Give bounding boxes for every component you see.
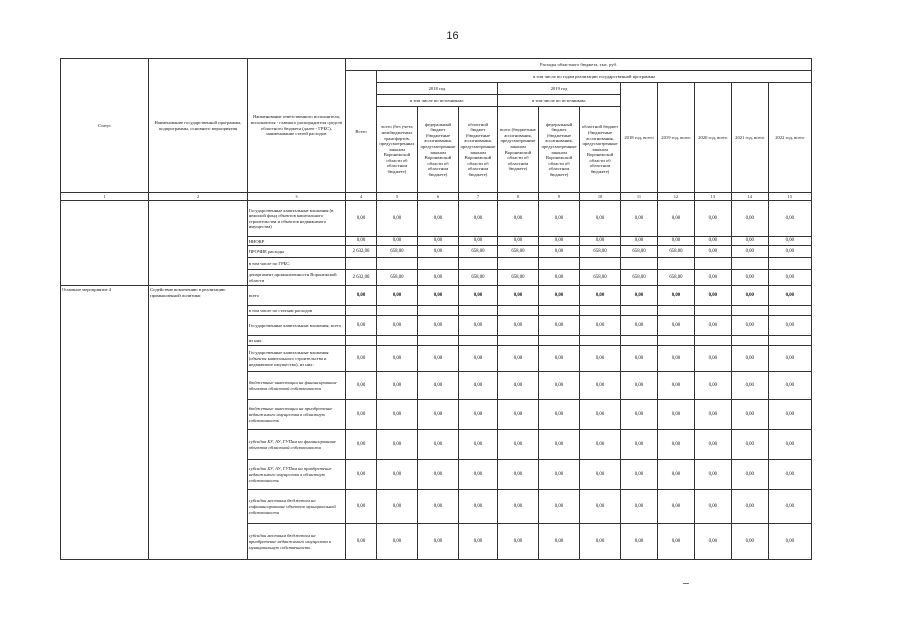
value-cell: 0,00	[376, 524, 417, 560]
value-cell: 658,00	[580, 270, 621, 286]
header-2018-regional: областной бюджет (бюджетные ассигнования, предусмотренные законом Воронежской области об областном бюджете)	[458, 107, 497, 193]
value-cell: 0,00	[768, 524, 811, 560]
column-number: 7	[458, 193, 497, 201]
value-cell: 0,00	[458, 524, 497, 560]
budget-table	[60, 58, 812, 560]
row-label: в том числе по ГРБС:	[247, 258, 345, 270]
value-cell: 0,00	[731, 346, 768, 372]
row-label: из них:	[247, 336, 345, 346]
value-cell	[731, 306, 768, 316]
row-label: департамент промышленности Воронежской области	[247, 270, 345, 286]
value-cell: 0,00	[497, 286, 538, 306]
value-cell: 0,00	[621, 430, 658, 460]
row-label: Государственные капитальные вложения (объекты капитального строительства и недвижимое имущество), из них:	[247, 346, 345, 372]
value-cell: 0,00	[538, 490, 579, 524]
value-cell: 0,00	[538, 286, 579, 306]
column-number: 12	[657, 193, 694, 201]
value-cell: 0,00	[346, 201, 377, 237]
value-cell: 0,00	[694, 316, 731, 336]
value-cell: 0,00	[497, 400, 538, 430]
value-cell: 658,00	[376, 270, 417, 286]
value-cell	[376, 306, 417, 316]
header-2021-total: 2021 год, всего	[731, 83, 768, 193]
value-cell	[580, 336, 621, 346]
value-cell: 0,00	[580, 286, 621, 306]
value-cell: 0,00	[768, 246, 811, 258]
header-2019-federal: федеральный бюджет (бюджетные ассигнования, предусмотренные законом Воронежской области об областном бюджете)	[538, 107, 579, 193]
value-cell: 0,00	[731, 524, 768, 560]
value-cell: 0,00	[657, 430, 694, 460]
header-2018-all: всего (без учета межбюджетных трансфертов, предусмотренных законом Воронежской области об областном бюджете)	[376, 107, 417, 193]
value-cell: 0,00	[538, 246, 579, 258]
header-2018-sources: в том числе по источникам:	[376, 95, 497, 107]
value-cell: 0,00	[580, 524, 621, 560]
value-cell	[694, 258, 731, 270]
column-number: 2	[149, 193, 247, 201]
value-cell	[657, 306, 694, 316]
value-cell: 0,00	[768, 316, 811, 336]
value-cell: 0,00	[580, 346, 621, 372]
value-cell: 0,00	[657, 237, 694, 246]
value-cell: 0,00	[580, 490, 621, 524]
value-cell: 0,00	[657, 400, 694, 430]
value-cell: 658,00	[580, 246, 621, 258]
value-cell: 658,00	[497, 270, 538, 286]
header-executor: Наименование ответственного исполнителя, исполнителя - главного распорядителя средств областного бюджета (далее - ГРБС), наименование статей расходов	[247, 59, 345, 193]
program-cell-empty	[149, 201, 247, 286]
value-cell: 0,00	[580, 372, 621, 400]
header-2019: 2019 год	[497, 83, 620, 95]
value-cell: 0,00	[580, 460, 621, 490]
value-cell: 0,00	[694, 346, 731, 372]
value-cell: 0,00	[417, 524, 458, 560]
value-cell: 0,00	[417, 237, 458, 246]
value-cell: 0,00	[694, 286, 731, 306]
value-cell: 0,00	[694, 270, 731, 286]
value-cell: 0,00	[768, 237, 811, 246]
value-cell: 0,00	[417, 400, 458, 430]
value-cell: 0,00	[458, 372, 497, 400]
value-cell: 658,00	[657, 270, 694, 286]
value-cell: 0,00	[731, 237, 768, 246]
value-cell: 0,00	[694, 237, 731, 246]
column-number: 3	[247, 193, 345, 201]
value-cell: 0,00	[657, 460, 694, 490]
value-cell: 0,00	[538, 372, 579, 400]
value-cell: 0,00	[497, 490, 538, 524]
value-cell	[768, 306, 811, 316]
header-2018-federal: федеральный бюджет (бюджетные ассигнования, предусмотренные законом Воронежской области об областном бюджете)	[417, 107, 458, 193]
value-cell: 0,00	[731, 430, 768, 460]
value-cell	[621, 258, 658, 270]
value-cell: 0,00	[346, 316, 377, 336]
value-cell: 0,00	[538, 316, 579, 336]
value-cell: 0,00	[497, 237, 538, 246]
value-cell: 0,00	[621, 372, 658, 400]
status-cell-empty	[61, 201, 149, 286]
value-cell: 0,00	[657, 346, 694, 372]
value-cell	[538, 336, 579, 346]
column-number: 4	[346, 193, 377, 201]
value-cell: 0,00	[497, 201, 538, 237]
value-cell: 0,00	[538, 270, 579, 286]
row-label: Государственные капитальные вложения (в нежилой фонд объектов капитального строительства и объектов недвижимого имущества)	[247, 201, 345, 237]
row-label: бюджетные инвестиции на приобретение недвижимого имущества в областную собственность	[247, 400, 345, 430]
value-cell: 0,00	[538, 201, 579, 237]
column-number: 9	[538, 193, 579, 201]
value-cell	[657, 258, 694, 270]
row-label: Государственные капитальные вложения, всего	[247, 316, 345, 336]
row-label: в том числе по статьям расходов	[247, 306, 345, 316]
value-cell: 0,00	[346, 460, 377, 490]
column-number: 13	[694, 193, 731, 201]
value-cell: 0,00	[768, 201, 811, 237]
value-cell: 0,00	[417, 201, 458, 237]
value-cell	[621, 336, 658, 346]
value-cell: 0,00	[580, 430, 621, 460]
value-cell: 0,00	[621, 400, 658, 430]
header-program-name: Наименование государственной программы, подпрограммы, основного мероприятия	[149, 59, 247, 193]
value-cell: 0,00	[657, 286, 694, 306]
value-cell: 0,00	[731, 270, 768, 286]
value-cell: 0,00	[458, 430, 497, 460]
value-cell: 0,00	[694, 460, 731, 490]
value-cell	[458, 306, 497, 316]
value-cell: 0,00	[731, 490, 768, 524]
value-cell: 0,00	[417, 270, 458, 286]
value-cell: 0,00	[417, 246, 458, 258]
value-cell	[768, 336, 811, 346]
row-label: субсидии БУ, АУ, ГУПам на финансирование объектов областной собственности	[247, 430, 345, 460]
value-cell: 0,00	[497, 316, 538, 336]
value-cell	[417, 258, 458, 270]
value-cell	[346, 306, 377, 316]
value-cell: 0,00	[497, 346, 538, 372]
row-label: всего	[247, 286, 345, 306]
value-cell: 0,00	[621, 201, 658, 237]
value-cell: 0,00	[694, 246, 731, 258]
value-cell: 0,00	[768, 430, 811, 460]
value-cell: 0,00	[417, 316, 458, 336]
value-cell: 0,00	[417, 430, 458, 460]
header-2018: 2018 год	[376, 83, 497, 95]
value-cell: 0,00	[538, 346, 579, 372]
value-cell: 0,00	[580, 400, 621, 430]
value-cell: 0,00	[768, 270, 811, 286]
value-cell: 0,00	[731, 460, 768, 490]
value-cell: 0,00	[538, 430, 579, 460]
value-cell: 0,00	[694, 372, 731, 400]
value-cell	[497, 306, 538, 316]
table-row	[61, 201, 812, 237]
value-cell: 0,00	[621, 346, 658, 372]
value-cell: 0,00	[497, 524, 538, 560]
value-cell	[538, 306, 579, 316]
row-label: ПРОЧИЕ расходы	[247, 246, 345, 258]
value-cell	[497, 258, 538, 270]
value-cell: 0,00	[346, 286, 377, 306]
value-cell: 0,00	[657, 372, 694, 400]
column-number: 5	[376, 193, 417, 201]
value-cell: 0,00	[417, 490, 458, 524]
value-cell	[538, 258, 579, 270]
value-cell: 658,00	[621, 270, 658, 286]
table-row	[61, 286, 812, 306]
column-number: 6	[417, 193, 458, 201]
row-label: субсидии БУ, АУ, ГУПам на приобретение недвижимого имущества в областную собственность	[247, 460, 345, 490]
value-cell	[376, 258, 417, 270]
value-cell: 0,00	[346, 237, 377, 246]
value-cell	[580, 258, 621, 270]
value-cell	[768, 258, 811, 270]
value-cell: 0,00	[346, 400, 377, 430]
value-cell: 0,00	[346, 490, 377, 524]
value-cell: 658,00	[458, 246, 497, 258]
value-cell: 0,00	[768, 460, 811, 490]
value-cell: 658,00	[497, 246, 538, 258]
value-cell: 0,00	[621, 286, 658, 306]
header-2018-total: 2018 год, всего	[621, 83, 658, 193]
value-cell: 0,00	[657, 316, 694, 336]
value-cell: 0,00	[458, 201, 497, 237]
header-status: Статус	[61, 59, 149, 193]
value-cell: 0,00	[580, 237, 621, 246]
value-cell: 658,00	[657, 246, 694, 258]
value-cell	[657, 336, 694, 346]
value-cell	[731, 258, 768, 270]
value-cell: 2 632,00	[346, 246, 377, 258]
value-cell: 658,00	[458, 270, 497, 286]
value-cell: 0,00	[538, 524, 579, 560]
value-cell: 0,00	[458, 460, 497, 490]
value-cell: 0,00	[376, 490, 417, 524]
value-cell: 0,00	[731, 286, 768, 306]
value-cell: 0,00	[657, 490, 694, 524]
value-cell: 0,00	[417, 286, 458, 306]
header-2019-regional: областной бюджет (бюджетные ассигнования, предусмотренные законом Воронежской области об областном бюджете)	[580, 107, 621, 193]
header-2019-sources: в том числе по источникам:	[497, 95, 620, 107]
header-2019-all: всего (бюджетные ассигнования, предусмотренные законом Воронежской области об областном бюджете)	[497, 107, 538, 193]
row-label: НИОКР	[247, 237, 345, 246]
value-cell	[694, 336, 731, 346]
value-cell: 0,00	[376, 316, 417, 336]
value-cell: 0,00	[346, 430, 377, 460]
value-cell: 0,00	[731, 246, 768, 258]
value-cell: 0,00	[417, 346, 458, 372]
value-cell: 0,00	[417, 460, 458, 490]
row-label: субсидии местным бюджетам на софинансирование объектов муниципальной собственности	[247, 490, 345, 524]
column-number: 14	[731, 193, 768, 201]
value-cell: 0,00	[346, 372, 377, 400]
value-cell	[458, 258, 497, 270]
value-cell: 0,00	[768, 286, 811, 306]
value-cell: 0,00	[458, 286, 497, 306]
value-cell: 0,00	[657, 201, 694, 237]
value-cell: 0,00	[376, 460, 417, 490]
value-cell: 0,00	[497, 372, 538, 400]
value-cell: 0,00	[621, 316, 658, 336]
column-numbers-row	[61, 193, 812, 201]
value-cell: 0,00	[731, 372, 768, 400]
value-cell	[621, 306, 658, 316]
value-cell: 0,00	[417, 372, 458, 400]
value-cell: 0,00	[458, 316, 497, 336]
header-years-group: в том числе по годам реализации государственной программы	[376, 71, 811, 83]
value-cell: 0,00	[376, 400, 417, 430]
value-cell	[346, 258, 377, 270]
value-cell: 0,00	[694, 524, 731, 560]
value-cell: 0,00	[694, 430, 731, 460]
header-2020-total: 2020 год, всего	[694, 83, 731, 193]
value-cell	[731, 336, 768, 346]
column-number: 15	[768, 193, 811, 201]
header-budget-group: Расходы областного бюджета, тыс. руб.	[346, 59, 812, 71]
value-cell: 0,00	[694, 201, 731, 237]
header-2019-total: 2019 год, всего	[657, 83, 694, 193]
table-body	[61, 201, 812, 560]
column-number: 8	[497, 193, 538, 201]
header-total: Всего	[346, 71, 377, 193]
value-cell: 0,00	[768, 490, 811, 524]
value-cell: 0,00	[538, 237, 579, 246]
value-cell: 0,00	[376, 286, 417, 306]
row-label: субсидии местным бюджетам на приобретение недвижимого имущества в муниципальную собственность	[247, 524, 345, 560]
column-number: 11	[621, 193, 658, 201]
value-cell: 0,00	[376, 372, 417, 400]
value-cell: 0,00	[458, 490, 497, 524]
value-cell: 0,00	[694, 400, 731, 430]
value-cell: 0,00	[621, 237, 658, 246]
value-cell	[346, 336, 377, 346]
value-cell: 0,00	[458, 237, 497, 246]
value-cell: 0,00	[538, 400, 579, 430]
page-number: 16	[446, 30, 459, 42]
value-cell: 0,00	[376, 430, 417, 460]
value-cell	[417, 306, 458, 316]
value-cell: 0,00	[538, 460, 579, 490]
header-2022-total: 2022 год, всего	[768, 83, 811, 193]
value-cell: 658,00	[376, 246, 417, 258]
value-cell: 0,00	[458, 400, 497, 430]
value-cell: 0,00	[346, 346, 377, 372]
value-cell: 0,00	[694, 490, 731, 524]
row-label: бюджетные инвестиции на финансирование объектов областной собственности	[247, 372, 345, 400]
value-cell: 0,00	[657, 524, 694, 560]
value-cell: 0,00	[768, 346, 811, 372]
value-cell: 0,00	[768, 372, 811, 400]
value-cell: 0,00	[580, 316, 621, 336]
table-header	[61, 59, 812, 201]
value-cell	[580, 306, 621, 316]
value-cell: 0,00	[376, 201, 417, 237]
value-cell: 0,00	[580, 201, 621, 237]
value-cell: 0,00	[458, 346, 497, 372]
value-cell	[497, 336, 538, 346]
value-cell: 0,00	[731, 316, 768, 336]
value-cell	[417, 336, 458, 346]
value-cell: 2 632,00	[346, 270, 377, 286]
value-cell	[458, 336, 497, 346]
value-cell: 658,00	[621, 246, 658, 258]
value-cell: 0,00	[731, 201, 768, 237]
event-name: Содействие вовлечению в реализацию промышленной политики	[149, 286, 247, 560]
value-cell: 0,00	[346, 524, 377, 560]
value-cell	[376, 336, 417, 346]
value-cell: 0,00	[731, 400, 768, 430]
footer-mark	[683, 583, 689, 584]
value-cell: 0,00	[497, 430, 538, 460]
value-cell: 0,00	[768, 400, 811, 430]
value-cell: 0,00	[376, 346, 417, 372]
value-cell: 0,00	[497, 460, 538, 490]
value-cell	[694, 306, 731, 316]
value-cell: 0,00	[621, 524, 658, 560]
value-cell: 0,00	[376, 237, 417, 246]
column-number: 1	[61, 193, 149, 201]
value-cell: 0,00	[621, 460, 658, 490]
event-status: Основное мероприятие 4	[61, 286, 149, 560]
value-cell: 0,00	[621, 490, 658, 524]
column-number: 10	[580, 193, 621, 201]
